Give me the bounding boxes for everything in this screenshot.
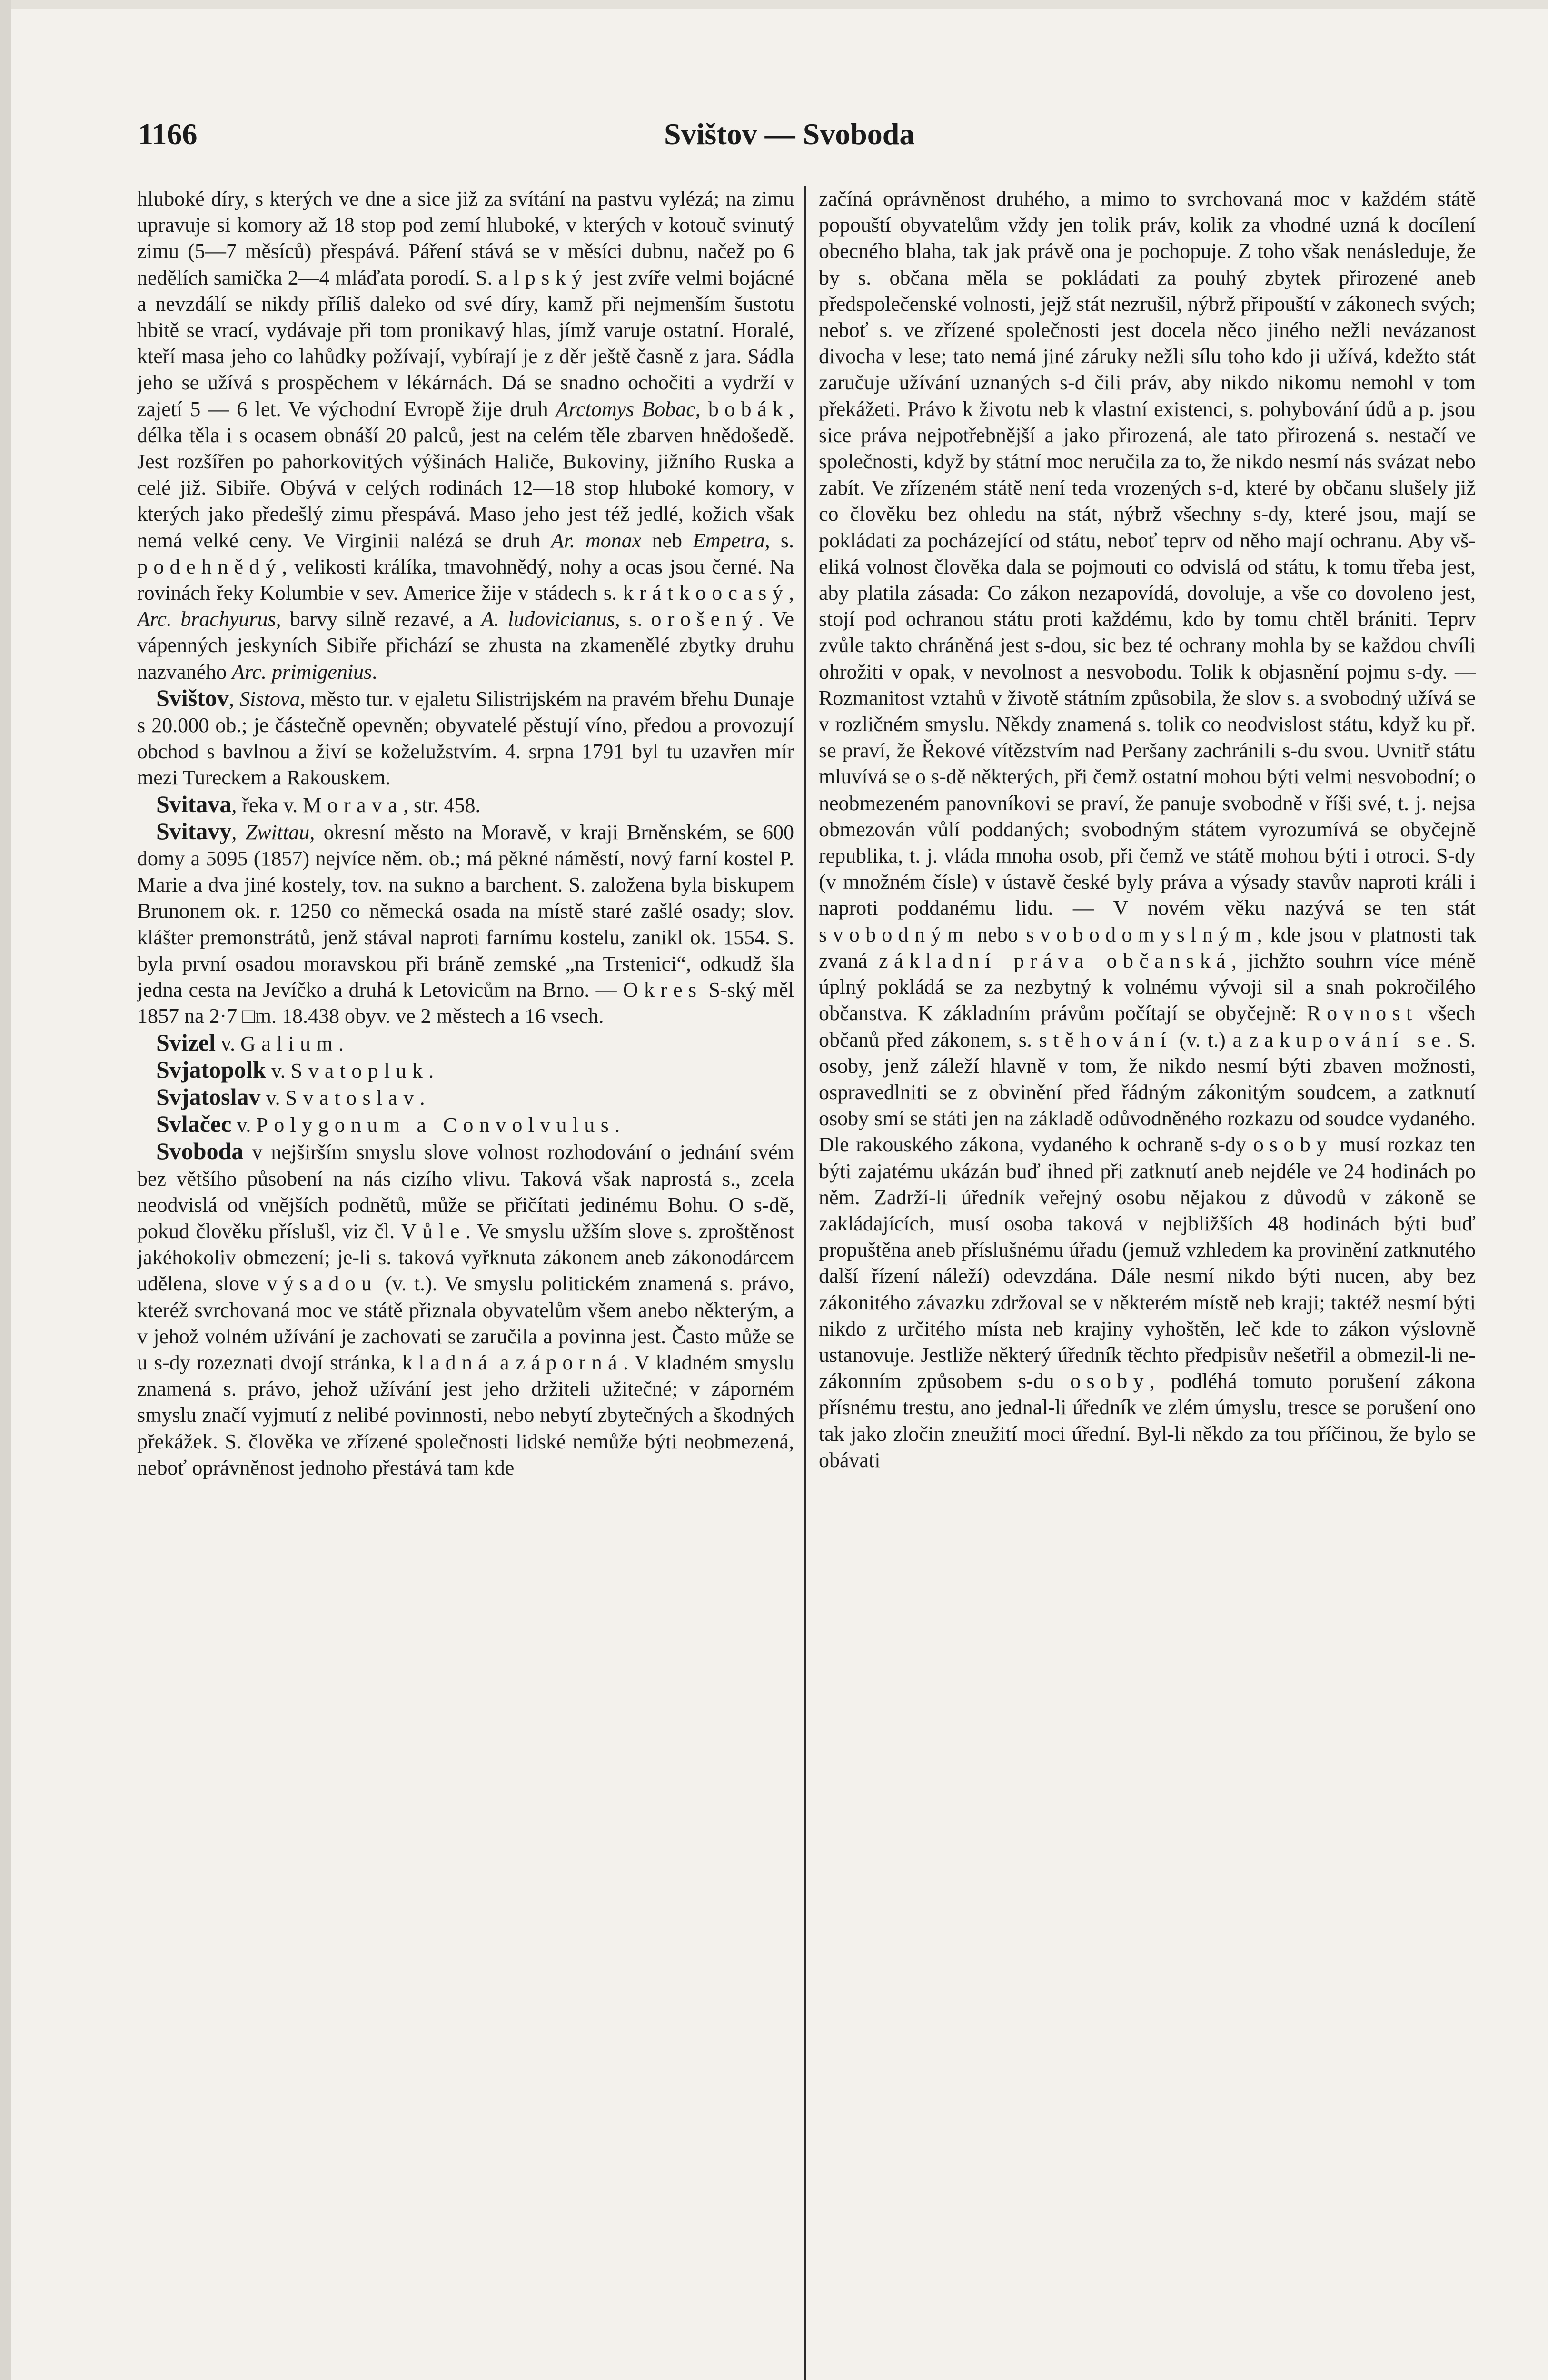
text-run: , s. [615,607,651,631]
text-run: začíná oprávněnost druhého, a mimo to svrchovaná moc v každém státě popouští obyvatelům vždy jen tolik práv, kolik za vhodné uzná k docílení obecného blaha, tak jak právě ona je pochopuje. Z toho však nenásleduje, že by s. občana měla se pokládati za pouhý zbytek přirozené aneb předspolečenské volnosti, jejž stát nezrušil, nýbrž připouští v zákonech svých; neboť s. ve zřízené společnosti jest docela něco jiného nežli nevázanost divocha v lese; tato nemá jiné záruky nežli sílu toho kdo ji užívá, kdežto stát zaručuje užívání uznaných s-d čili práv, aby nikdo nikomu nemohl v tom překážeti. Právo k životu neb k vlastní existenci, s. pohybování údů a p. jsou sice práva nejpotřebnější a jako přirozená, ale tato přirozená s. nestačí ve společnosti, když by státní moc neručila za to, že nikdo nesmí nás svázat nebo zabít. Ve zřízeném státě není teda vrozených s-d, které by občanu slušely již co člověku bez ohledu na stát, nýbrž všechny s-dy, které jsou, mají se pokládati za pocházející od státu, neboť teprv od něho mají ochranu. Aby všeliká volnost člověka dala se pojmouti co odvislá od státu, k tomu třeba jest, aby platila zásada: Co zákon nezapovídá, dovoluje, a vše co dovoleno jest, stojí pod ochranou státu proti každému, kdo by tomu chtěl brániti. Teprv zvůle takto chráněná jest s-dou, sic bez té ochrany mohla by se každou chvíli ohrožiti v opak, v nevolnost a nesvobodu. Tolik k objasnění pojmu s-dy. — Rozmanitost vztahů v životě státním způsobila, že slov s. a svobodný užívá se v rozličném smyslu. Někdy znamená s. tolik co neodvislost státu, když ku př. se praví, že Řekové vítězstvím nad Peršany zachránili s-du svou. Uvnitř státu mluvívá se o s-dě některých, při čemž ostatní mohou býti velmi nesvobodní; o neobmezeném panovníkovi se praví, že panuje svobodně v říši své, t. j. nejsa obmezován vůlí poddaných; svobodným státem vyrozumívá se obyčejně republika, t. j. vláda mnoha osob, při čemž ve státě mohou býti i otroci. S-dy (v množném čísle) v ústavě české byly práva a výsady stavův naproti králi i naproti poddanému lidu. — V novém věku nazývá se ten stát [819,187,1476,920]
text-run: neb [641,528,693,552]
text-run: . [428,1059,434,1082]
spaced-text: osoby [1253,1133,1333,1157]
text-run: , [695,397,708,421]
dictionary-entry [137,685,794,791]
spaced-text: svobodomyslným [1026,922,1257,946]
text-run: , [231,820,246,844]
spaced-text: Morava [303,793,403,817]
spaced-text: Svatopluk [290,1059,429,1082]
spaced-text: Vůle [401,1219,466,1243]
spaced-text: výsadou [267,1272,378,1296]
spaced-text: alpský [498,266,588,289]
text-run: . [338,1031,344,1055]
dictionary-entry [137,1138,794,1481]
text-run: , str. 458. [403,793,481,817]
text-run: v. [266,1059,291,1082]
text-run: , řeka v. [231,793,303,817]
entry-headword: Svlačec [156,1111,232,1138]
entry-headword: Svizel [156,1029,216,1056]
dictionary-entry [137,1111,794,1138]
spaced-text: bobák [708,397,789,421]
italic-text: A. ludovicianus [481,607,615,631]
spaced-text: zakupování se [1249,1028,1447,1051]
entry-headword: Svjatopolk [156,1056,266,1083]
italic-text: Arctomys Bobac [556,397,695,421]
text-run: (v. t.) a [1172,1028,1250,1051]
text-run: , kde jsou v platnosti tak zvaná [819,922,1476,972]
running-title: Svištov — Svoboda [664,117,915,151]
entry-headword: Svitava [156,790,232,817]
text-run: , město tur. v ejaletu Silistrijském na pravém břehu Dunaje s 20.000 ob.; je částečně opevněn; obyvatelé pěstují víno, předou a provozují obchod s bavlnou a živí se koželužstvím. 4. srpna 1791 byl tu uzavřen mír mezi Tureckem a Rakouskem. [137,687,794,790]
dictionary-entry [137,1084,794,1111]
text-run: všech občanů před zákonem, s. [819,1002,1476,1051]
entry-headword: Svištov [156,684,229,711]
spaced-text: stěhování [1039,1028,1172,1051]
text-run: hluboké díry, s kterých ve dne a sice již za svítání na pastvu vylézá; na zimu upravuje si komory až 18 stop pod zemí hluboké, v kterých v kotouč svinutý zimu (5—7 měsíců) přespává. Páření stává se v měsíci dubnu, načež po 6 nedělích samička 2—4 mláďata porodí. S. [137,187,794,289]
text-paragraph [137,186,794,685]
spaced-text: Polygonum a Convolvulus [256,1113,615,1137]
spaced-text: orošený [651,607,759,631]
entry-headword: Svoboda [156,1138,244,1165]
spaced-text: krátkoocasý [623,581,789,605]
text-run: , barvy silně rezavé, a [276,607,481,631]
spaced-text: Okres [623,978,703,1002]
italic-text: Ar. monax [551,528,642,552]
dictionary-entry [137,1057,794,1084]
text-run: S-ský měl 1857 na 2·7 □m. 18.438 obyv. ve 2 městech a 16 vsech. [137,978,794,1028]
page-header [138,117,1423,169]
right-column [819,186,1476,2380]
text-run: . [615,1113,620,1137]
entry-headword: Svitavy [156,817,232,844]
text-run: . S. osoby, jenž záleží hlavně v tom, že nikdo nesmí býti zbaven možnosti, ospravedlniti se z obvinění před řádným zákonitým soudcem, a zatknutí osoby smí se státi jen na základě odůvodněného rozkazu od soudce vydaného. Dle rakouského zákona, vydaného k ochraně s-dy [819,1028,1476,1157]
italic-text: Zwittau [245,820,310,844]
text-run: . Ve vápenných jeskyních Sibiře přichází se zhusta na zkamenělé zbytky druhu nazvaného [137,607,794,684]
text-run: (v. t.). Ve smyslu politickém znamená s. právo, kteréž svrchovaná moc ve státě přiznala obyvatelům všem anebo některým, a v jehož volném užívání je zachovati se zaručila a povinna jest. Často může se u s-dy rozeznati dvojí stránka, [137,1272,794,1374]
text-run: , podléhá tomuto porušení zákona přísnému trestu, ano jednal-li úředník ve zlém úmyslu, tresce se porušení ono tak jako zločin zneužití moci úřední. Byl-li někdo za tou příčinou, že bylo se obávati [819,1369,1476,1472]
text-run: , okresní město na Moravě, v kraji Brněnském, se 600 domy a 5095 (1857) nejvíce něm. ob.; má pěkné náměstí, nový farní kostel P. Marie a dva jiné kostely, tov. na sukno a barchent. S. založena byla biskupem Brunonem ok. r. 1250 co německá osada na místě staré zašlé osady; slov. klášter premonstrátů, jenž stával naproti farnímu kostelu, zanikl ok. 1554. S. byla první osadou moravskou při bráně zemské „na Trstenici“, odkudž šla jedna cesta na Jevíčko a druhá k Letovicům na Brno. — [137,820,794,1002]
dictionary-entry [137,1030,794,1057]
text-run: v. [231,1113,257,1137]
page-number: 1166 [138,117,198,151]
text-run: v. [215,1031,241,1055]
text-run: . Ve smyslu užším slove s. zproštěnost jakéhokoliv obmezení; je-li s. taková vyřknuta zákonem aneb zákonodárcem udělena, slove [137,1219,794,1296]
left-column [137,186,794,2380]
italic-text: Arc. primigenius [232,660,372,684]
text-run: v. [260,1086,286,1110]
text-run: , délka těla i s ocasem obnáší 20 palců, jest na celém těle zbarven hnědošedě. Jest rozšířen po pahorkovitých výšinách Haliče, Bukoviny, jižního Ruska a celé již. Sibiře. Obývá v celých rodinách 12—18 stop hluboké komory, v kterých jako předešlý zimu přespává. Maso jeho jest též jedlé, kožich však nemá velké ceny. Ve Virginii nalézá se druh [137,397,794,552]
spaced-text: podehnědý [137,555,282,578]
spaced-text: Galium [240,1031,339,1055]
text-run: a [493,1350,516,1374]
text-run: , jichžto souhrn více méně úplný pokládá se za nezbytný k volnému vývoji sil a snah pokročilého občanstva. K základním právům počítají se obyčejně: [819,949,1476,1025]
text-run: , velikosti králíka, tmavohnědý, nohy a ocas jsou černé. Na rovinách řeky Kolumbie v sev. Americe žije v stádech s. [137,555,794,605]
text-run: , [228,687,240,711]
italic-text: Sistova [239,687,300,711]
scan-edge-left [0,0,11,2380]
dictionary-entry [137,791,794,818]
text-run: v nejširším smyslu slove volnost rozhodování o jednání svém bez většího působení na nás cizího vlivu. Taková však naprostá s., zcela neodvislá od vnějších podnětů, může se přičítati jedinému Bohu. O s-dě, pokud člověku příslušl, viz čl. [137,1140,794,1243]
text-run: . [419,1086,425,1110]
spaced-text: kladná [402,1350,494,1374]
text-run: musí rozkaz ten býti zajatému ukázán buď ihned při zatknutí aneb nejdéle ve 24 hodinách po něm. Zadrží-li úředník veřejný osobu nějakou z důvodů v zákoně se zakládajících, musí osoba taková v nejbližších 48 hodinách býti buď propuštěna aneb příslušnému úřadu (jemuž vzhledem ka provinění zatknutého další řízení náleží) odevzdána. Dále nesmí nikdo býti nucen, aby bez zákonitého závazku zdržoval se v některém místě neb kraji; taktéž nesmí býti nikdo z určitého místa neb krajiny vyhoštěn, leč kde to zákon výslovně ustanovuje. Jestliže některý úředník těchto předpisův nešetřil a obmezil-li nezákonním způsobem s-du [819,1133,1476,1393]
text-run: jest zvíře velmi bojácné a nevzdálí se nikdy příliš daleko od své díry, kamž při nejmenším šustotu hbitě se vrací, vydávaje při tom pronikavý hlas, jímž varuje ostatní. Horalé, kteří masa jeho co lahůdky požívají, vybírají je z děr ještě časně z jara. Sádla jeho se užívá s prospěchem v lékárnách. Dá se snadno ochočiti a vydrží v zajetí 5 — 6 let. Ve východní Evropě žije druh [137,266,794,421]
spaced-text: svobodným [819,922,970,946]
column-divider [804,186,806,2380]
italic-text: Empetra [693,528,765,552]
spaced-text: základní práva občanská [879,949,1231,972]
text-run: , s. [764,528,794,552]
spaced-text: Rovnost [1307,1002,1418,1025]
entry-headword: Svjatoslav [156,1083,261,1110]
text-run: nebo [969,922,1026,946]
text-run: . [372,660,377,684]
dictionary-entry [137,818,794,1030]
spaced-text: osoby [1070,1369,1150,1393]
spaced-text: Svatoslav [285,1086,420,1110]
text-paragraph [819,186,1476,1473]
text-run: . V kladném smyslu znamená s. právo, jehož užívání jest jeho držiteli užitečné; v záporném smyslu značí vyjmutí z nelibé povinnosti, nebo nebytí zbytečných a škodných překážek. S. člověka ve zřízené společnosti lidské nemůže býti neobmezená, neboť oprávněnost jednoho přestává tam kde [137,1350,794,1479]
italic-text: Arc. brachyurus [137,607,276,631]
spaced-text: záporná [516,1350,623,1374]
text-run: , [789,581,794,605]
scan-edge-top [0,0,1548,9]
